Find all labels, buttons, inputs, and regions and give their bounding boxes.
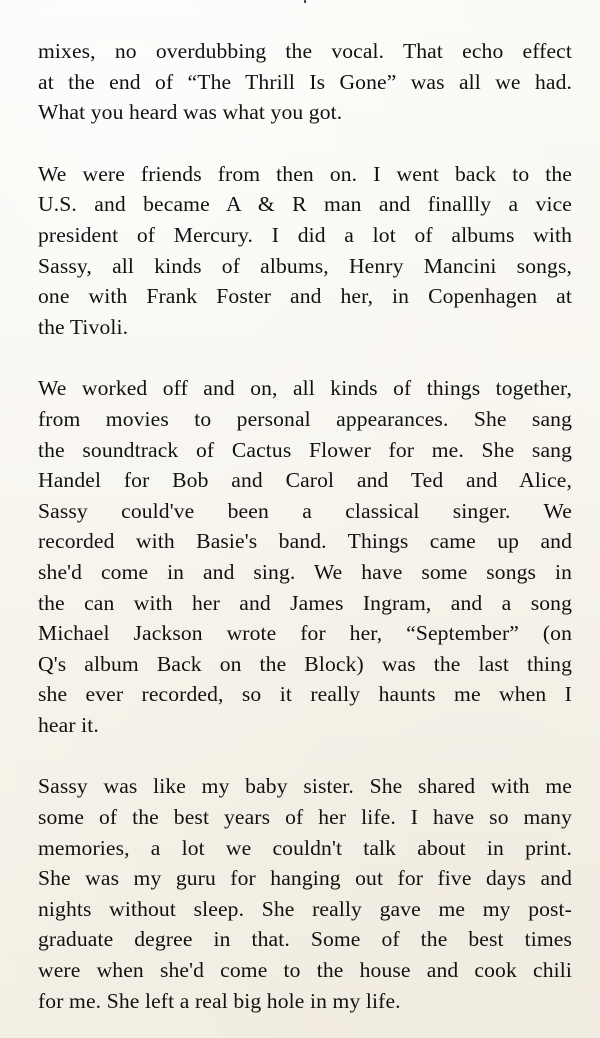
text-line: she ever recorded, so it really haunts me when I <box>38 682 572 707</box>
text-line: U.S. and became A & R man and finallly a vice <box>38 192 572 217</box>
text-line: recorded with Basie's band. Things came up and <box>38 529 572 554</box>
text-line: mixes, no overdubbing the vocal. That echo effect <box>38 39 572 63</box>
text-line: she'd come in and sing. We have some songs in <box>38 559 572 584</box>
paragraph-4 <box>38 771 572 1016</box>
text-line: one with Frank Foster and her, in Copenhagen at <box>38 284 572 309</box>
text-line: We worked off and on, all kinds of things together, <box>38 376 572 401</box>
text-column <box>38 36 572 1016</box>
text-line: Sassy could've been a classical singer. We <box>38 498 572 523</box>
paragraph-2 <box>38 159 572 343</box>
text-line: nights without sleep. She really gave me my post- <box>38 896 572 921</box>
text-line: were when she'd come to the house and cook chili <box>38 958 572 983</box>
text-line: for me. She left a real big hole in my life. <box>38 988 401 1013</box>
text-line: president of Mercury. I did a lot of albums with <box>38 222 572 247</box>
text-line: the can with her and James Ingram, and a song <box>38 590 572 615</box>
paragraph-1 <box>38 36 572 128</box>
text-line: some of the best years of her life. I have so many <box>38 805 572 830</box>
paragraph-3 <box>38 373 572 740</box>
text-line: graduate degree in that. Some of the best times <box>38 927 572 952</box>
text-line: Sassy was like my baby sister. She shared with me <box>38 774 572 799</box>
text-line: hear it. <box>38 712 99 737</box>
text-line: What you heard was what you got. <box>38 100 343 125</box>
text-line: She was my guru for hanging out for five days and <box>38 866 572 891</box>
text-line: Michael Jackson wrote for her, “September” (on <box>38 621 572 646</box>
text-line: Handel for Bob and Carol and Ted and Alice, <box>38 468 572 493</box>
text-line: Sassy, all kinds of albums, Henry Mancini songs, <box>38 253 572 278</box>
text-line: the soundtrack of Cactus Flower for me. She sang <box>38 437 572 462</box>
top-mark <box>304 0 306 3</box>
text-line: Q's album Back on the Block) was the last thing <box>38 651 572 676</box>
text-line: at the end of “The Thrill Is Gone” was all we had. <box>38 69 572 94</box>
text-line: We were friends from then on. I went back to the <box>38 161 572 186</box>
text-line: memories, a lot we couldn't talk about in print. <box>38 835 572 860</box>
text-line: the Tivoli. <box>38 314 129 339</box>
text-line: from movies to personal appearances. She sang <box>38 406 572 431</box>
